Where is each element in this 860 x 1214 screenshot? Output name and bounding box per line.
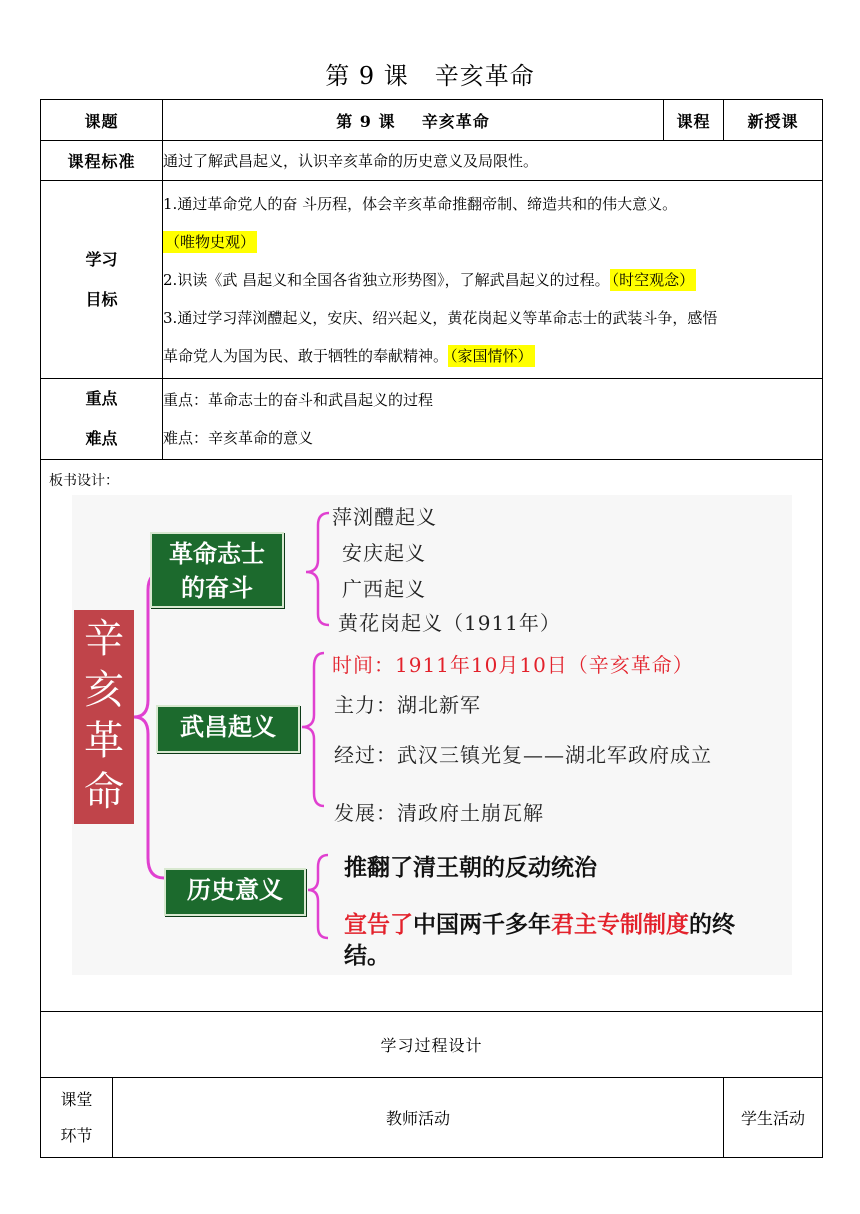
meaning-2 — [344, 906, 735, 939]
board-design-figure — [72, 495, 792, 975]
leaf-huanghuagang: 黄花岗起义（1911年） — [338, 611, 561, 635]
stage-label-1: 课堂 — [60, 1089, 93, 1109]
objectives-text — [163, 181, 823, 379]
standard-label: 课程标准 — [41, 141, 163, 181]
objectives-label-2: 目标 — [85, 289, 118, 309]
objective-3a: 3.通过学习萍浏醴起义，安庆、绍兴起义，黄花岗起义等革命志士的武装斗争，感悟 — [163, 308, 718, 327]
process-title: 学习过程设计 — [41, 1012, 823, 1078]
title-topic: 辛亥革命 — [434, 62, 535, 90]
process-col-teacher: 教师活动 — [113, 1078, 724, 1158]
objectives-label-1: 学习 — [85, 249, 118, 269]
process-title-row — [41, 1012, 823, 1078]
standard-text: 通过了解武昌起义，认识辛亥革命的历史意义及局限性。 — [163, 141, 823, 181]
meaning-2-b: 中国两千多年 — [413, 912, 551, 938]
root-char-3: 革 — [84, 718, 124, 764]
title-lesson: 第 9 课 — [325, 62, 409, 90]
objective-3b: 革命党人为国为民、敢于牺牲的奉献精神。 （家国情怀） — [163, 346, 533, 365]
standard-row — [41, 141, 823, 181]
leaf-guangxi: 广西起义 — [342, 577, 426, 601]
topic-label: 课题 — [41, 100, 163, 141]
meaning-2-a: 宣告了 — [344, 912, 413, 938]
leaf-force: 主力：湖北新军 — [334, 693, 481, 717]
leaf-process: 经过：武汉三镇光复——湖北军政府成立 — [334, 743, 712, 767]
leaf-pingliuli: 萍浏醴起义 — [332, 505, 437, 529]
topic-value — [163, 100, 664, 141]
meaning-2-c: 君主专制制度 — [551, 912, 689, 938]
root-char-4: 命 — [84, 769, 124, 815]
course-label: 课程 — [664, 100, 724, 141]
key-point: 重点：革命志士的奋斗和武昌起义的过程 — [163, 391, 434, 409]
board-label: 板书设计： — [49, 473, 119, 489]
objective-3-tag: （家国情怀） — [450, 346, 533, 365]
process-col-student: 学生活动 — [724, 1078, 823, 1158]
meaning-2-end: 结。 — [344, 943, 390, 969]
leaf-anqing: 安庆起义 — [342, 541, 426, 565]
branch1-bracket — [306, 513, 329, 625]
branch-significance: 历史意义 — [164, 868, 306, 916]
branch3-bracket — [308, 855, 328, 938]
keypoints-label-1: 重点 — [85, 389, 118, 408]
objectives-label — [41, 181, 163, 379]
process-header-row — [41, 1078, 823, 1158]
difficult-point: 难点：辛亥革命的意义 — [163, 429, 314, 447]
branch-wuchang: 武昌起义 — [156, 705, 300, 753]
objective-2: 2.识读《武 昌起义和全国各省独立形势图》，了解武昌起义的过程。 （时空观念） — [163, 270, 695, 289]
root-char-2: 亥 — [84, 667, 124, 713]
document-title — [0, 56, 860, 91]
topic-lesson: 第 9 课 — [336, 111, 396, 131]
header-row — [41, 100, 823, 141]
root-char-1: 辛 — [84, 616, 124, 662]
leaf-time: 时间：1911年10月10日（辛亥革命） — [332, 653, 694, 677]
keypoints-text — [163, 379, 823, 460]
objectives-row — [41, 181, 823, 379]
branch-revolutionaries — [150, 532, 284, 608]
root-node — [74, 610, 134, 824]
branch1-line1: 革命志士 — [169, 540, 265, 568]
keypoints-label — [41, 379, 163, 460]
stage-label-2: 环节 — [60, 1125, 93, 1145]
leaf-development: 发展：清政府土崩瓦解 — [334, 801, 544, 825]
meaning-1: 推翻了清王朝的反动统治 — [344, 855, 597, 881]
keypoints-label-2: 难点 — [85, 429, 118, 448]
process-col-stage — [41, 1078, 113, 1158]
course-value: 新授课 — [724, 100, 823, 141]
objective-1: 1.通过革命党人的奋 斗历程，体会辛亥革命推翻帝制、缔造共和的伟大意义。 — [163, 194, 678, 213]
topic-name: 辛亥革命 — [421, 111, 490, 131]
meaning-2-d: 的终 — [689, 912, 735, 938]
keypoints-row — [41, 379, 823, 460]
branch1-line2: 的奋斗 — [181, 574, 253, 602]
branch2-bracket — [302, 653, 324, 806]
objective-2-tag: （时空观念） — [611, 270, 695, 289]
objective-1-tag: （唯物史观） — [165, 232, 256, 251]
